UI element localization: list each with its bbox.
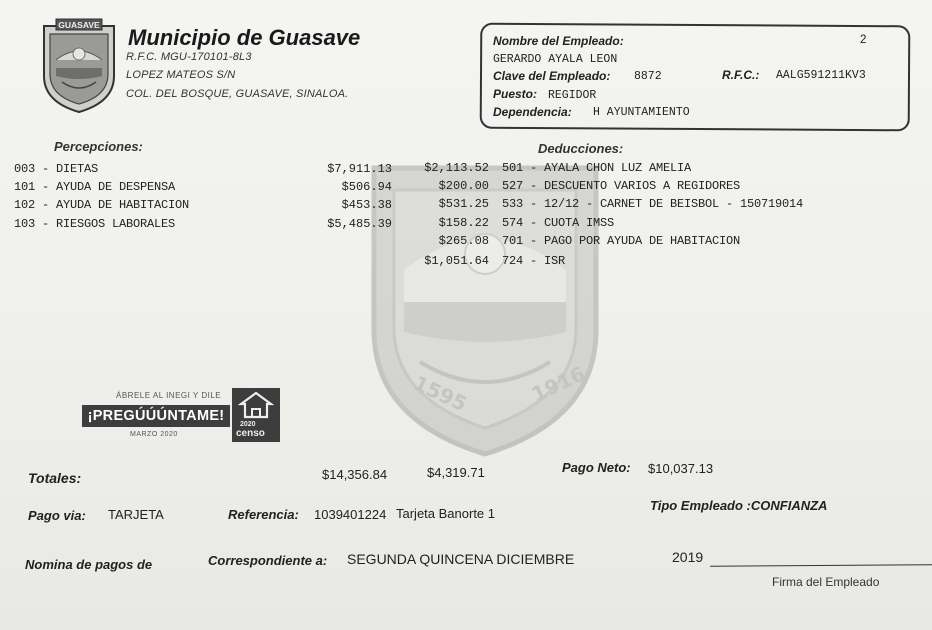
perception-item-label: 101 - AYUDA DE DESPENSA [14, 180, 176, 194]
employee-type: CONFIANZA [750, 498, 828, 513]
employee-department: H AYUNTAMIENTO [593, 106, 690, 119]
payment-method: TARJETA [108, 507, 164, 522]
census-ad-tagline: ÁBRELE AL INEGI Y DILE [116, 391, 222, 400]
page-number: 2 [860, 34, 867, 46]
payroll-year: 2019 [672, 549, 704, 565]
net-pay-label: Pago Neto: [562, 460, 631, 475]
deduction-item-label: 724 - ISR [502, 254, 566, 268]
deductions-total: $4,319.71 [427, 465, 485, 480]
employee-name: GERARDO AYALA LEON [493, 53, 618, 66]
perception-item-amount: $506.94 [341, 180, 392, 194]
payroll-period: SEGUNDA QUINCENA DICIEMBRE [347, 551, 575, 567]
deduction-item-label: 574 - CUOTA IMSS [502, 216, 615, 230]
employee-position: REGIDOR [548, 89, 597, 102]
census-ad-date: MARZO 2020 [130, 431, 178, 438]
period-label: Correspondiente a: [208, 553, 328, 568]
reference-label: Referencia: [228, 507, 299, 522]
perception-item-label: 103 - RIESGOS LABORALES [14, 217, 176, 231]
deduction-item-amount: $531.25 [438, 197, 489, 211]
signature-label: Firma del Empleado [772, 575, 880, 589]
organization-name: Municipio de Guasave [128, 25, 361, 50]
perceptions-total: $14,356.84 [322, 467, 388, 482]
deduction-item-label: 527 - DESCUENTO VARIOS A REGIDORES [502, 179, 741, 193]
perception-item-label: 102 - AYUDA DE HABITACION [14, 198, 190, 212]
employee-type-label-text: Tipo Empleado : [650, 498, 751, 513]
logo-banner-text: GUASAVE [58, 20, 100, 30]
census-logo-word: censo [236, 428, 265, 439]
deduction-item-amount: $1,051.64 [424, 254, 489, 268]
employee-name-label: Nombre del Empleado: [493, 34, 624, 48]
perception-item-amount: $7,911.13 [327, 162, 392, 176]
census-ad-headline: ¡PREGÚÚÚNTAME! [82, 405, 230, 427]
reference-number: 1039401224 [314, 507, 387, 522]
totals-label: Totales: [28, 470, 82, 486]
deduction-item-amount: $265.08 [438, 234, 489, 248]
perceptions-title: Percepciones: [54, 139, 143, 154]
deduction-item-amount: $200.00 [438, 179, 489, 193]
watermark-year-right: 1916 [527, 361, 589, 407]
deduction-item-label: 501 - AYALA CHON LUZ AMELIA [502, 161, 692, 175]
payroll-label: Nomina de pagos de [25, 557, 153, 572]
organization-rfc: R.F.C. MGU-170101-8L3 [126, 51, 252, 63]
employee-position-label: Puesto: [493, 87, 538, 101]
deduction-item-amount: $2,113.52 [424, 161, 489, 175]
deduction-item-amount: $158.22 [438, 216, 489, 230]
perception-item-amount: $453.38 [341, 198, 392, 212]
municipality-shield-logo [38, 16, 120, 114]
perception-item-amount: $5,485.39 [327, 217, 392, 231]
deduction-item-label: 533 - 12/12 - CARNET DE BEISBOL - 150719014 [502, 197, 804, 211]
employee-rfc: AALG591211KV3 [776, 69, 866, 82]
employee-rfc-label: R.F.C.: [722, 68, 760, 82]
payment-method-label: Pago via: [28, 508, 86, 523]
deductions-title: Deducciones: [538, 141, 624, 156]
organization-address-street: LOPEZ MATEOS S/N [126, 69, 236, 81]
net-pay-value: $10,037.13 [648, 461, 714, 476]
payment-card: Tarjeta Banorte 1 [396, 506, 496, 521]
organization-address-colony: COL. DEL BOSQUE, GUASAVE, SINALOA. [126, 88, 349, 100]
house-icon [232, 388, 280, 420]
perception-item-label: 003 - DIETAS [14, 162, 99, 176]
deduction-item-label: 701 - PAGO POR AYUDA DE HABITACION [502, 234, 741, 248]
employee-id-label: Clave del Empleado: [493, 69, 611, 83]
employee-type-label [650, 498, 827, 513]
signature-line [710, 564, 932, 567]
employee-department-label: Dependencia: [493, 105, 572, 119]
employee-id: 8872 [634, 70, 662, 83]
census-logo-year: 2020 [240, 421, 256, 428]
watermark-year-left: 1595 [409, 370, 471, 417]
